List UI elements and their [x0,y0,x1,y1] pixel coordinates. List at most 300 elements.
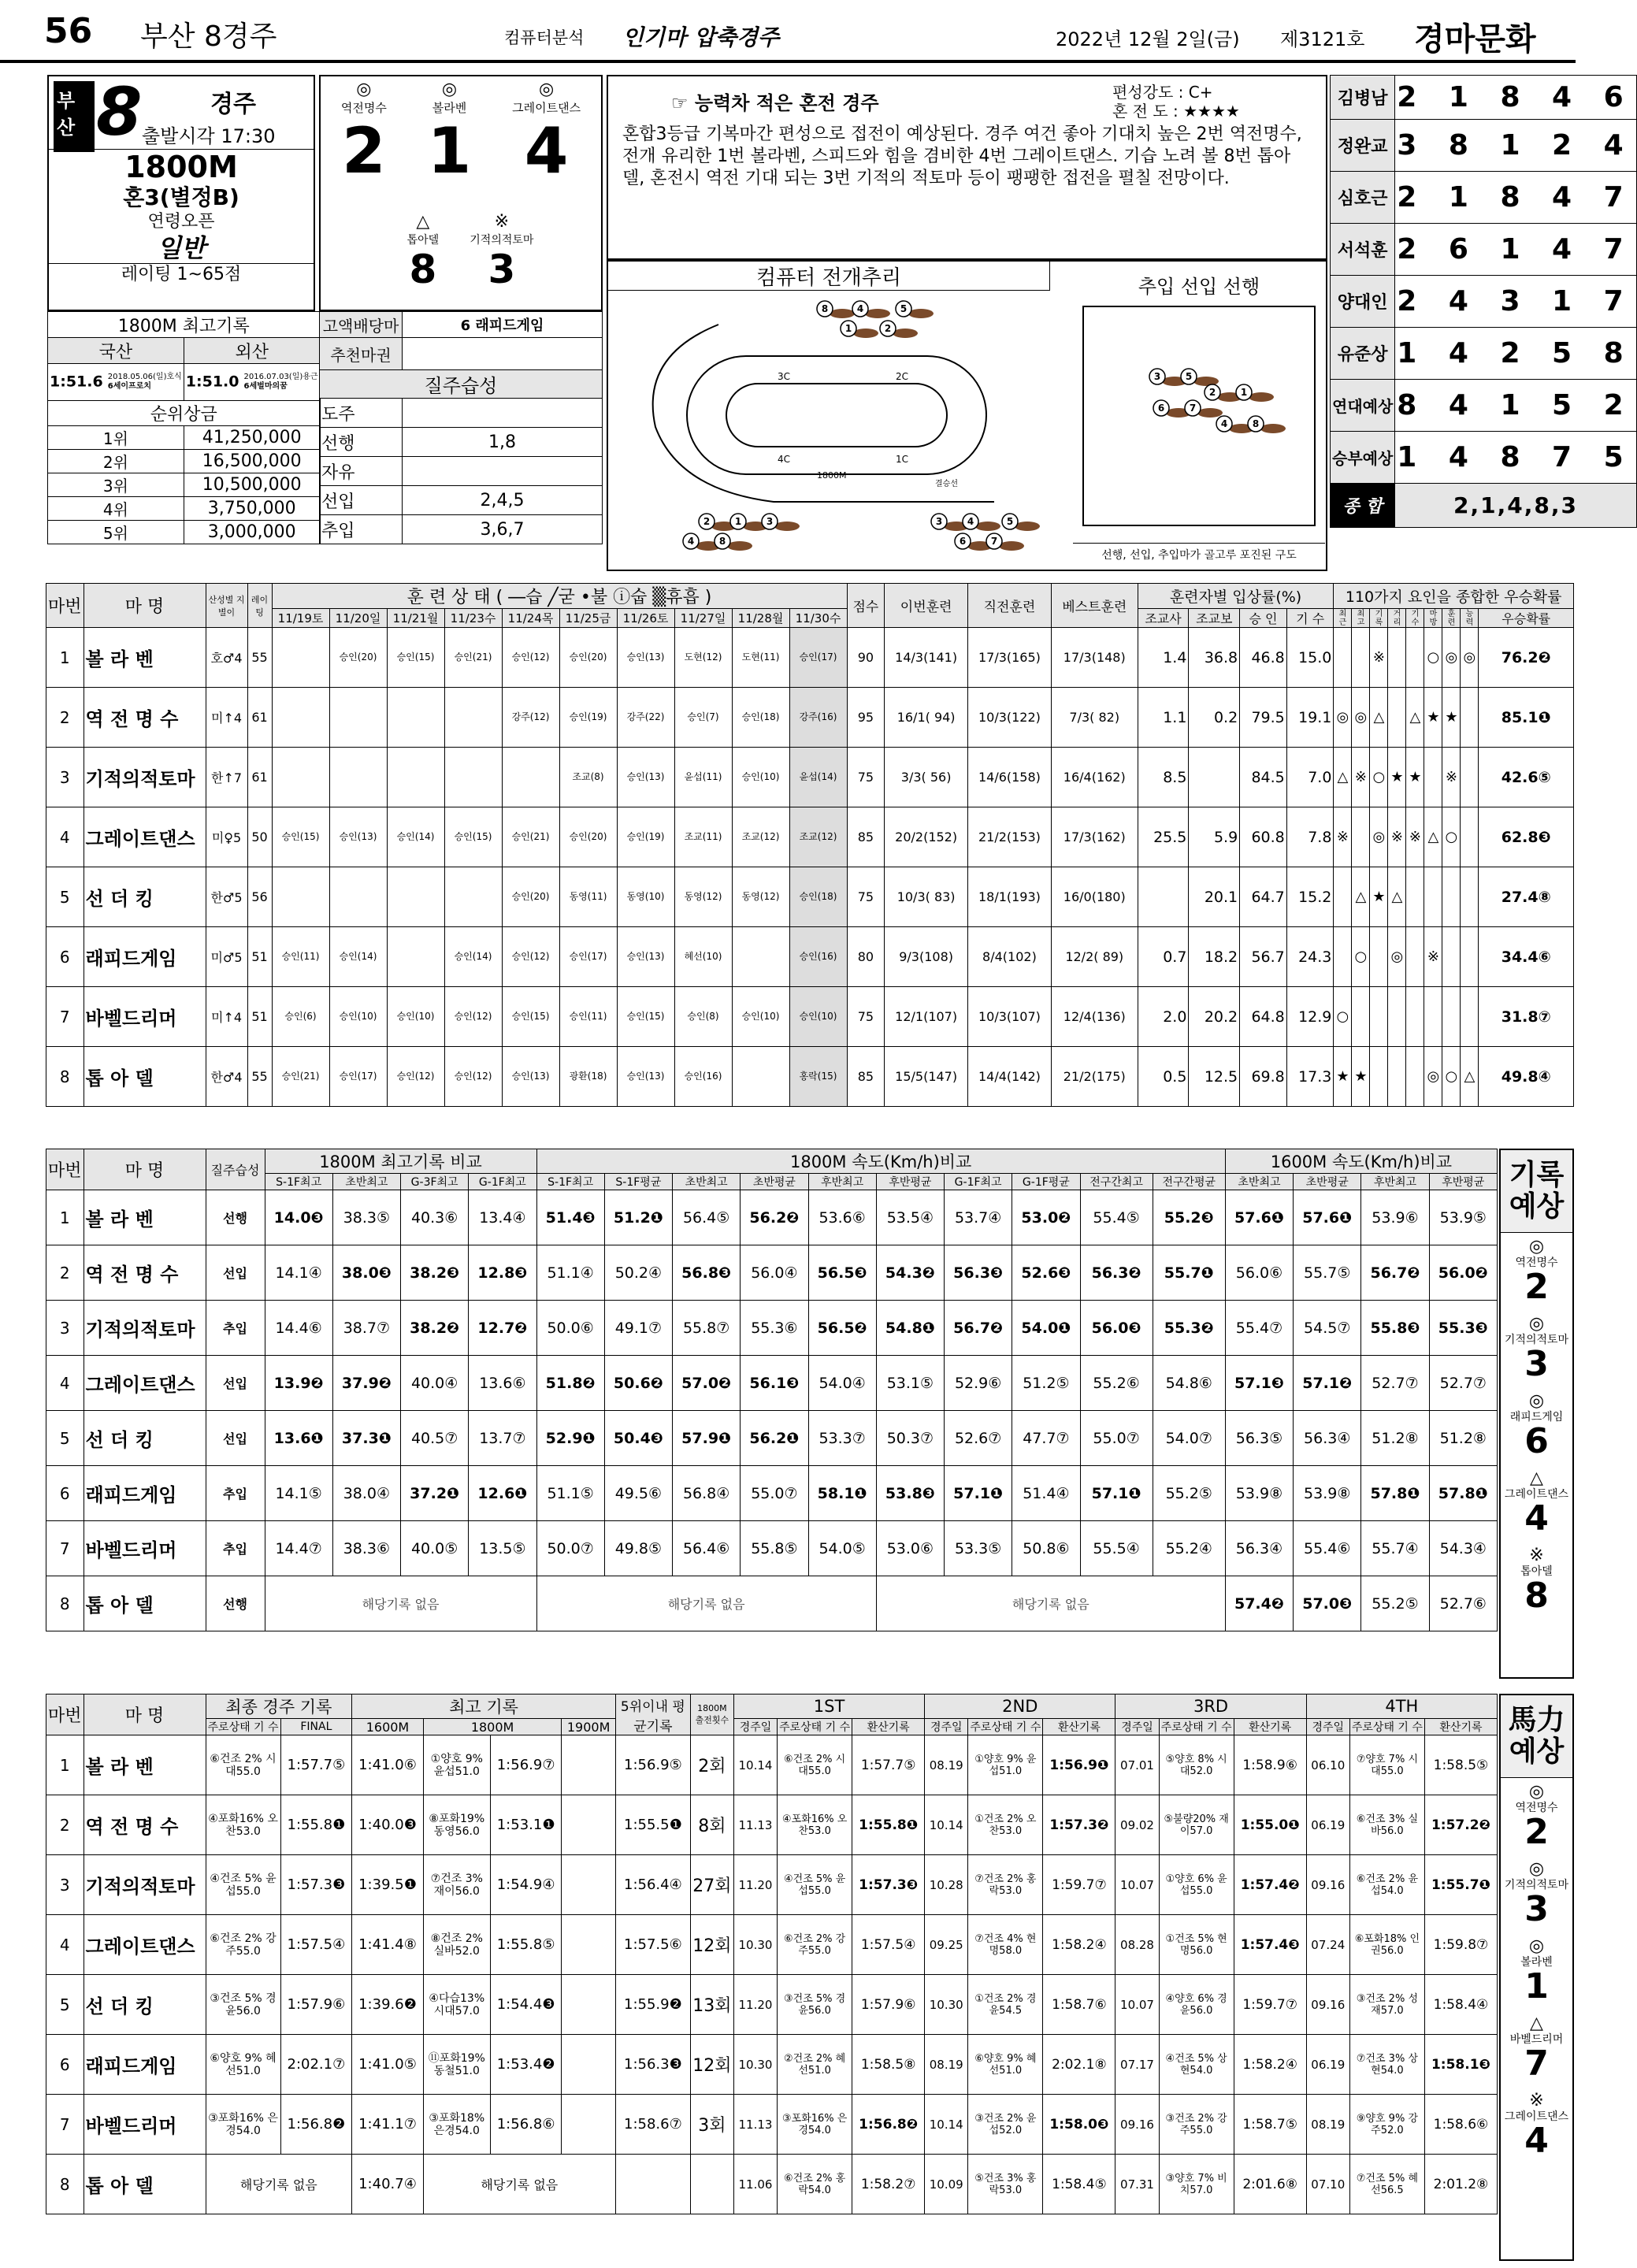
speed-value: 57.8❶ [1429,1466,1497,1521]
horse-marker [1248,416,1286,433]
record-table [47,311,321,544]
speed-value: 50.2④ [604,1245,672,1301]
place-time: 1:56.9❶ [1043,1735,1115,1795]
training-cell: 도현(11) [732,628,789,688]
col-last: 직전훈련 [968,584,1052,628]
factor-mark: ○ [1370,748,1388,807]
training-cell: 승인(14) [387,807,444,867]
col-place-sub: 경주일 [925,1719,968,1735]
training-cell [272,748,329,807]
page-header [0,0,1576,63]
training-cell [272,688,329,748]
factor-mark: ○ [1352,927,1370,987]
speed-value: 50.0⑦ [536,1521,604,1576]
rate-value: 64.7 [1240,867,1287,927]
horse-name: 바벨드리머 [84,1521,206,1576]
speed-value: 50.4❸ [604,1411,672,1466]
speed-value: 52.9⑥ [945,1356,1012,1411]
speed-value: 54.3❷ [876,1245,944,1301]
speed-value: 53.0❷ [1012,1190,1080,1245]
place-time: 1:58.7⑥ [1043,1975,1115,2035]
svg-text:8: 8 [1252,418,1260,429]
training-score: 75 [847,867,885,927]
col-place-sub: 환산기록 [1424,1719,1497,1735]
horse-marker [1002,514,1040,531]
place-condition: ①건조 5% 현명56.0 [1159,1915,1234,1975]
race-type: 일반 [157,233,206,263]
training-cell: 승인(13) [617,628,674,688]
factor-mark [1370,927,1388,987]
horse-name: 기적의적토마 [84,1855,206,1915]
no-record: 해당기록 없음 [876,1576,1225,1631]
race-age: 연령오픈 [147,212,215,232]
speed-value: 53.0⑥ [876,1521,944,1576]
forecast-symbol: ◎ [1528,1936,1545,1956]
factor-mark [1370,987,1388,1047]
speed-value: 53.1⑤ [876,1356,944,1411]
track-diagram [624,293,1065,565]
col-info: 산성별 지별이 [206,584,247,628]
table-row [46,1795,1498,1855]
training-cell: 승인(21) [502,807,559,867]
best-1900 [562,1795,616,1855]
table-row [46,1301,1498,1356]
rate-value: 15.0 [1286,628,1334,688]
col-best-sub: 1900M [562,1719,616,1735]
race-condition: ④건조 5% 윤섭55.0 [206,1855,280,1915]
forecast-symbol: ◎ [1528,1859,1545,1879]
horse-no: 8 [46,2155,84,2214]
speed-value: 56.7❷ [945,1301,1012,1356]
rate-value: 0.7 [1138,927,1189,987]
horse-no: 7 [46,1521,84,1576]
training-best: 21/2(175) [1051,1047,1138,1107]
factor-mark [1388,987,1406,1047]
place-condition: ⑦건조 4% 현명58.0 [968,1915,1043,1975]
speed-value: 14.4⑥ [265,1301,332,1356]
training-cell: 승인(8) [674,987,732,1047]
forecast-item [1501,1464,1572,1542]
svg-text:2: 2 [884,323,892,334]
top-pick: ※ 기적의적토마 3 [470,212,534,292]
training-score: 80 [847,927,885,987]
place-date: 07.17 [1115,2035,1159,2095]
speed-value: 14.0❸ [265,1190,332,1245]
place-time: 1:55.7❶ [1424,1855,1497,1915]
forecast-number: 2 [1524,1812,1549,1852]
forecast-name: 역전명수 [1515,1256,1558,1269]
speed-value: 51.2⑧ [1429,1411,1497,1466]
style-label: 선행 [320,428,403,457]
col-best: 베스트훈련 [1051,584,1138,628]
style-value: 1,8 [403,428,603,457]
domestic-record: 1:51.6 2018.05.06(일)호식 6세이프로치 [48,364,184,401]
horse-info: 한↑7 [206,748,247,807]
rate-value: 1.4 [1138,628,1189,688]
style-title: 질주습성 [320,370,603,399]
horse-marker [986,533,1024,551]
training-best: 17/3(148) [1051,628,1138,688]
avg-time: 1:58.6⑦ [615,2095,690,2155]
svg-text:8: 8 [821,303,829,314]
training-cell [329,688,387,748]
training-score: 75 [847,748,885,807]
place-time: 1:58.5⑧ [852,2035,925,2095]
speed-value: 57.0❷ [673,1356,741,1411]
factor-mark: △ [1424,807,1442,867]
speed-value: 38.2❸ [401,1245,469,1301]
training-cell: 승인(12) [502,628,559,688]
pack-panel [1073,271,1325,566]
svg-text:4: 4 [687,536,695,547]
col-place-sub: 경주일 [733,1719,777,1735]
col-recent-sub: FINAL [280,1719,352,1735]
horse-name: 그레이트댄스 [84,1915,206,1975]
speed-value: 57.6❶ [1225,1190,1293,1245]
training-this: 16/1( 94) [885,688,968,748]
factor-mark: ◎ [1461,628,1479,688]
place-condition: ①양호 6% 윤섭55.0 [1159,1855,1234,1915]
training-cell: 승인(16) [789,927,847,987]
svg-text:1: 1 [1240,387,1248,398]
best-1800-cond: ③포화18% 은경54.0 [423,2095,490,2155]
rate-value: 15.2 [1286,867,1334,927]
speed-value: 55.7⑤ [1294,1245,1361,1301]
horse-name: 래피드게임 [84,2035,206,2095]
place-time: 1:59.7⑦ [1043,1855,1115,1915]
place-date: 10.07 [1115,1975,1159,2035]
horse-rating: 51 [247,987,272,1047]
place-condition: ④건조 5% 상현54.0 [1159,2035,1234,2095]
training-cell: 승인(13) [617,1047,674,1107]
horse-no: 6 [46,1466,84,1521]
prize-rank: 1위 [48,426,184,450]
speed-value: 53.3⑤ [945,1521,1012,1576]
factor-mark [1461,987,1479,1047]
factor-mark [1461,807,1479,867]
factor-mark: △ [1461,1047,1479,1107]
factor-mark [1406,987,1424,1047]
col-speed: 후반최고 [1361,1174,1429,1190]
horse-name: 역 전 명 수 [84,1245,206,1301]
table-row [46,1245,1498,1301]
col-best-record: 최고 기록 [352,1695,616,1719]
col-date: 11/19토 [272,609,329,628]
rate-value: 0.5 [1138,1047,1189,1107]
training-cell [329,748,387,807]
race-condition: ⑥건조 2% 시대55.0 [206,1735,280,1795]
best-1900 [562,2095,616,2155]
factor-mark: ※ [1424,927,1442,987]
training-cell [387,748,444,807]
svg-text:8: 8 [718,536,726,547]
factor-mark: △ [1334,748,1352,807]
speed-value: 38.0④ [332,1466,400,1521]
svg-text:5: 5 [1185,371,1193,382]
place-date: 09.16 [1306,1855,1349,1915]
rate-value: 56.7 [1240,927,1287,987]
best-1800-cond: ⑧포화19% 동영56.0 [423,1795,490,1855]
col-avg: 5위이내 평균기록 [615,1695,690,1735]
speed-value: 51.8❷ [536,1356,604,1411]
factor-mark [1442,927,1461,987]
speed-value: 56.5❸ [808,1245,876,1301]
speed-value: 54.5⑦ [1294,1301,1361,1356]
table-row [46,807,1574,867]
brand-logo: 경마문화 [1414,21,1536,58]
domestic-label: 국산 [48,338,184,364]
speed-value: 56.4⑥ [673,1521,741,1576]
horse-name: 바벨드리머 [84,2095,206,2155]
speed-value: 55.2⑤ [1153,1466,1225,1521]
speed-value: 14.1④ [265,1245,332,1301]
col-place-sub: 경주일 [1306,1719,1349,1735]
best-1600: 1:41.1⑦ [352,2095,424,2155]
training-cell: 조교(8) [559,748,617,807]
col-speed: 전구간최고 [1080,1174,1153,1190]
speed-value: 55.7④ [1361,1521,1429,1576]
speed-value: 53.6⑥ [808,1190,876,1245]
analysis-label: 컴퓨터분석 [504,28,585,47]
final-time: 1:55.8❶ [280,1795,352,1855]
speed-value: 53.5④ [876,1190,944,1245]
svg-text:3: 3 [935,516,943,527]
rate-value: 12.9 [1286,987,1334,1047]
col-place-sub: 주로상태 기 수 [778,1719,852,1735]
training-cell: 조교(11) [674,807,732,867]
col-place-sub: 주로상태 기 수 [1159,1719,1234,1735]
speed-value: 51.2⑧ [1361,1411,1429,1466]
best-1800: 1:55.8⑤ [490,1915,562,1975]
svg-text:1: 1 [734,516,742,527]
col-best-sub: 1600M [352,1719,424,1735]
side-title: 馬力예상 [1501,1695,1572,1778]
horse-no: 7 [46,2095,84,2155]
top-pick: ◎ 볼라벤 1 [427,80,472,187]
speed-value: 52.7⑦ [1429,1356,1497,1411]
speed-value: 56.4⑤ [673,1190,741,1245]
rate-value: 64.8 [1240,987,1287,1047]
col-date: 11/26토 [617,609,674,628]
training-cell: 승인(21) [444,628,502,688]
best-1600: 1:39.5❶ [352,1855,424,1915]
col-place-sub: 환산기록 [1234,1719,1306,1735]
training-this: 10/3( 83) [885,867,968,927]
horse-rating: 61 [247,748,272,807]
place-time: 1:58.2④ [1043,1915,1115,1975]
factor-mark: △ [1352,867,1370,927]
horse-marker [1236,384,1274,402]
col-factor: 거리 [1388,609,1406,628]
prize-amount: 3,000,000 [184,521,320,544]
place-date: 11.06 [733,2155,777,2214]
run-count: 8회 [690,1795,733,1855]
col-factor: 능력 [1461,609,1479,628]
track-distance-label: 1800M [817,470,847,481]
factor-mark [1334,628,1352,688]
front-group [817,301,934,338]
forecast-number: 3 [1524,1344,1549,1384]
speed-value: 38.3⑥ [332,1521,400,1576]
col-speed: 초반최고 [332,1174,400,1190]
expert-picks: 2 4 3 1 7 [1395,276,1636,328]
svg-text:6: 6 [959,536,967,547]
horse-no: 3 [46,748,84,807]
training-this: 15/5(147) [885,1047,968,1107]
best-1900 [562,2035,616,2095]
col-name: 마 명 [84,1695,206,1735]
training-cell: 윤섭(11) [674,748,732,807]
speed-value: 37.9❷ [332,1356,400,1411]
horse-name: 역 전 명 수 [84,688,206,748]
forecast-name: 기적의적토마 [1504,1879,1569,1891]
speed-value: 49.1⑦ [604,1301,672,1356]
horse-marker [715,533,752,551]
col-factor: 마방 [1424,609,1442,628]
col-date: 11/27일 [674,609,732,628]
place-date: 10.28 [925,1855,968,1915]
col-no: 마번 [46,1149,84,1190]
place-condition: ⑥건조 3% 실바56.0 [1349,1795,1424,1855]
speed-value: 55.2⑤ [1361,1576,1429,1631]
place-date: 10.30 [733,1915,777,1975]
top-picks-box [319,75,603,311]
speed-value: 55.7❶ [1153,1245,1225,1301]
factor-mark: ※ [1388,807,1406,867]
factor-mark: ※ [1352,748,1370,807]
horse-info: 한♂5 [206,867,247,927]
speed-value: 51.2⑤ [1012,1356,1080,1411]
expert-name: 종 합 [1331,484,1395,528]
expert-picks: 2 1 8 4 7 [1395,172,1636,224]
horse-rating: 51 [247,927,272,987]
horse-marker [841,321,878,338]
track-corner-label: 1C [896,454,909,465]
speed-value: 12.6❶ [469,1466,536,1521]
horse-no: 3 [46,1855,84,1915]
speed-value: 56.0❸ [1080,1301,1153,1356]
race-label: 경주 [210,91,256,118]
speed-value: 53.3⑦ [808,1411,876,1466]
place-condition: ⑥건조 2% 홍락54.0 [778,2155,852,2214]
place-date: 10.14 [733,1735,777,1795]
col-factor: 기수 [1406,609,1424,628]
table-row [46,927,1574,987]
place-date: 10.14 [925,1795,968,1855]
pack-legend: 선행, 선입, 추입마가 골고루 포진된 구도 [1073,543,1325,562]
best-1900 [562,1915,616,1975]
prize-amount: 3,750,000 [184,497,320,521]
prize-amount: 41,250,000 [184,426,320,450]
place-date: 08.19 [925,1735,968,1795]
training-cell: 승인(11) [272,927,329,987]
horse-name: 톱 아 델 [84,1047,206,1107]
style-value: 3,6,7 [403,515,603,544]
horse-no: 1 [46,628,84,688]
col-date: 11/28월 [732,609,789,628]
forecast-name: 그레이트댄스 [1504,1488,1569,1501]
prize-rank: 2위 [48,450,184,473]
training-cell [387,688,444,748]
factor-mark [1461,688,1479,748]
factor-mark: ★ [1370,867,1388,927]
place-date: 11.13 [733,2095,777,2155]
speed-value: 13.4④ [469,1190,536,1245]
place-time: 1:57.2❷ [1424,1795,1497,1855]
speed-value: 51.4❸ [536,1190,604,1245]
training-cell: 승인(13) [617,927,674,987]
col-speed: S-1F최고 [536,1174,604,1190]
pack-title: 추입 선입 선행 [1138,276,1260,298]
training-cell: 승인(14) [444,927,502,987]
speed-value: 57.0❸ [1294,1576,1361,1631]
factor-mark: ★ [1352,1047,1370,1107]
training-last: 14/6(158) [968,748,1052,807]
svg-text:7: 7 [990,536,998,547]
svg-text:4: 4 [1220,418,1228,429]
place-condition: ⑥건조 2% 윤섭54.0 [1349,1855,1424,1915]
best-1800-cond: ⑧건조 2% 실바52.0 [423,1915,490,1975]
avg-time: 1:56.4④ [615,1855,690,1915]
speed-value: 56.8❸ [673,1245,741,1301]
speed-value: 55.2⑥ [1080,1356,1153,1411]
training-best: 7/3( 82) [1051,688,1138,748]
factor-mark: ★ [1388,748,1406,807]
final-time: 1:56.8❷ [280,2095,352,2155]
table-row [46,1915,1498,1975]
run-count: 13회 [690,1975,733,2035]
start-time: 출발시각 17:30 [142,125,276,147]
forecast-symbol: ◎ [1528,1391,1545,1411]
speed-value: 57.8❶ [1361,1466,1429,1521]
place-condition: ⑤건조 3% 홍락53.0 [968,2155,1043,2214]
horse-no: 6 [46,2035,84,2095]
training-last: 17/3(165) [968,628,1052,688]
training-cell: 승인(7) [674,688,732,748]
horse-info: 미♂5 [206,927,247,987]
forecast-item [1501,1932,1572,2010]
forecast-number: 3 [1524,1889,1549,1929]
rate-value: 1.1 [1138,688,1189,748]
place-time: 1:58.9⑥ [1234,1735,1306,1795]
rate-value [1189,748,1240,807]
horse-rating: 56 [247,867,272,927]
training-cell: 승인(10) [732,748,789,807]
place-time: 1:58.7⑤ [1234,2095,1306,2155]
training-cell: 조교(12) [789,807,847,867]
rate-value: 20.1 [1189,867,1240,927]
track-finish-label: 결승선 [935,480,958,488]
training-cell [444,688,502,748]
training-best: 16/0(180) [1051,867,1138,927]
comment-headline: ☞ 능력차 적은 혼전 경주 [671,92,879,114]
speed-value: 56.3❸ [945,1245,1012,1301]
horse-style: 선행 [206,1576,265,1631]
speed-value: 56.0④ [741,1245,808,1301]
speed-value: 56.0⑥ [1225,1245,1293,1301]
forecast-item [1501,1233,1572,1310]
horse-name: 선 더 킹 [84,1975,206,2035]
horse-no: 7 [46,987,84,1047]
table-row [46,2095,1498,2155]
forecast-number: 8 [1524,1576,1549,1616]
speed-value: 38.7⑦ [332,1301,400,1356]
place-time: 1:56.8❷ [852,2095,925,2155]
training-cell: 승인(12) [444,987,502,1047]
expert-picks-table [1330,75,1637,528]
place-date: 06.10 [1306,1735,1349,1795]
training-cell: 승인(18) [789,867,847,927]
